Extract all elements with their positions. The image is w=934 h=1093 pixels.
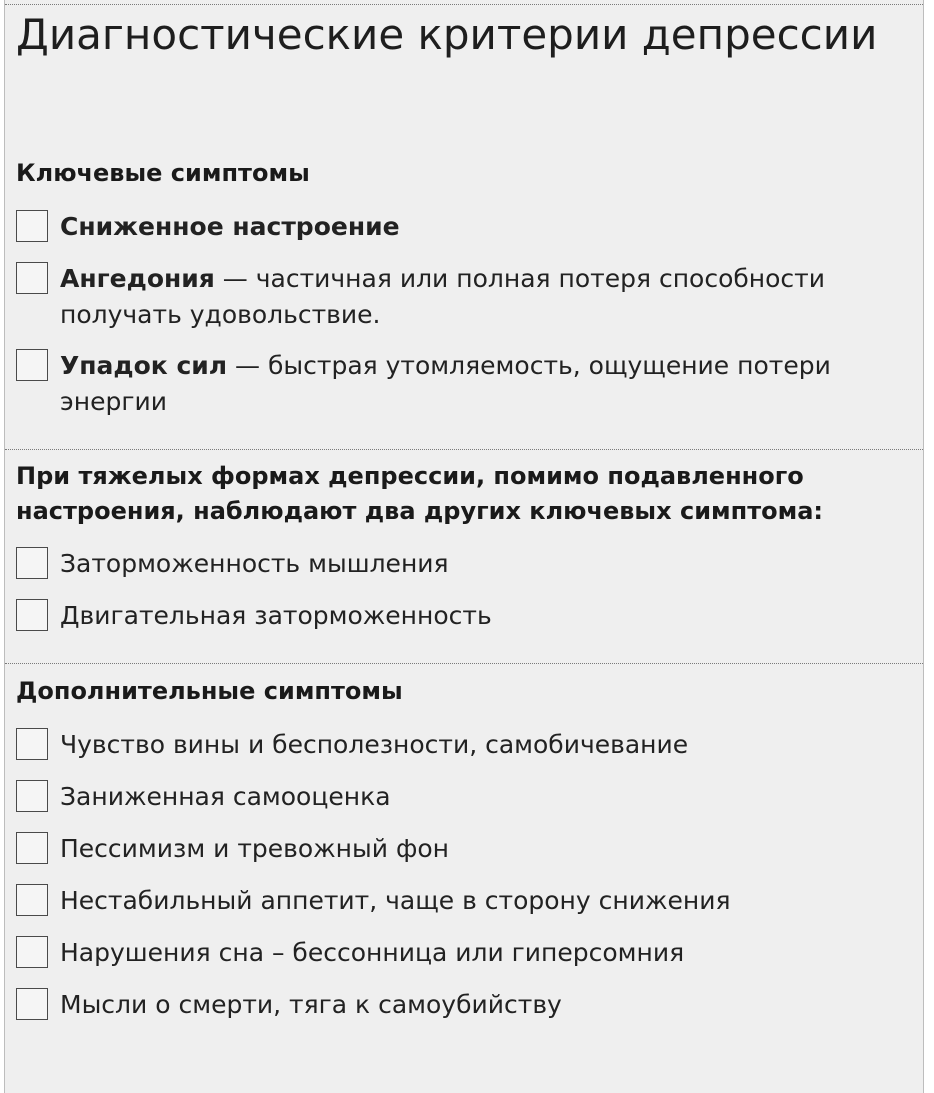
checkbox[interactable] [16,936,48,968]
section-key-symptoms [16,156,911,416]
checkbox[interactable] [16,884,48,916]
item-text: Мысли о смерти, тяга к самоубийству [60,990,562,1019]
item-text: Двигательная заторможенность [60,601,492,630]
item-text: Заторможенность мышления [60,549,449,578]
item-text: Нестабильный аппетит, чаще в сторону снижения [60,886,731,915]
item-text [60,209,910,245]
checkbox[interactable] [16,832,48,864]
checkbox[interactable] [16,262,48,294]
criteria-card [4,0,924,1093]
checkbox[interactable] [16,728,48,760]
dotted-divider [5,449,923,450]
section-severe-forms [16,459,911,630]
item-term: Упадок сил [60,351,228,380]
item-term: Сниженное настроение [60,212,400,241]
item-text: Нарушения сна – бессонница или гиперсомния [60,938,685,967]
item-term: Ангедония [60,264,215,293]
item-description: — частичная или полная потеря способности получать удовольствие. [60,264,825,329]
dotted-divider [5,663,923,664]
checkbox[interactable] [16,988,48,1020]
section-heading: Ключевые симптомы [16,159,310,187]
top-dotted-rule [5,4,923,5]
section-additional-symptoms [16,674,911,1019]
checkbox[interactable] [16,599,48,631]
checkbox[interactable] [16,780,48,812]
checkbox[interactable] [16,349,48,381]
checkbox[interactable] [16,547,48,579]
item-text [60,261,910,333]
section-heading: Дополнительные симптомы [16,677,403,705]
section-heading: При тяжелых формах депрессии, помимо подавленного настроения, наблюдают два других ключевых симптома: [16,462,824,525]
item-text: Пессимизм и тревожный фон [60,834,449,863]
item-text [60,348,910,420]
checkbox[interactable] [16,210,48,242]
item-text: Заниженная самооценка [60,782,391,811]
item-description: — быстрая утомляемость, ощущение потери энергии [60,351,831,416]
item-text: Чувство вины и бесполезности, самобичевание [60,730,689,759]
page-title: Диагностические критерии депрессии [16,10,878,59]
